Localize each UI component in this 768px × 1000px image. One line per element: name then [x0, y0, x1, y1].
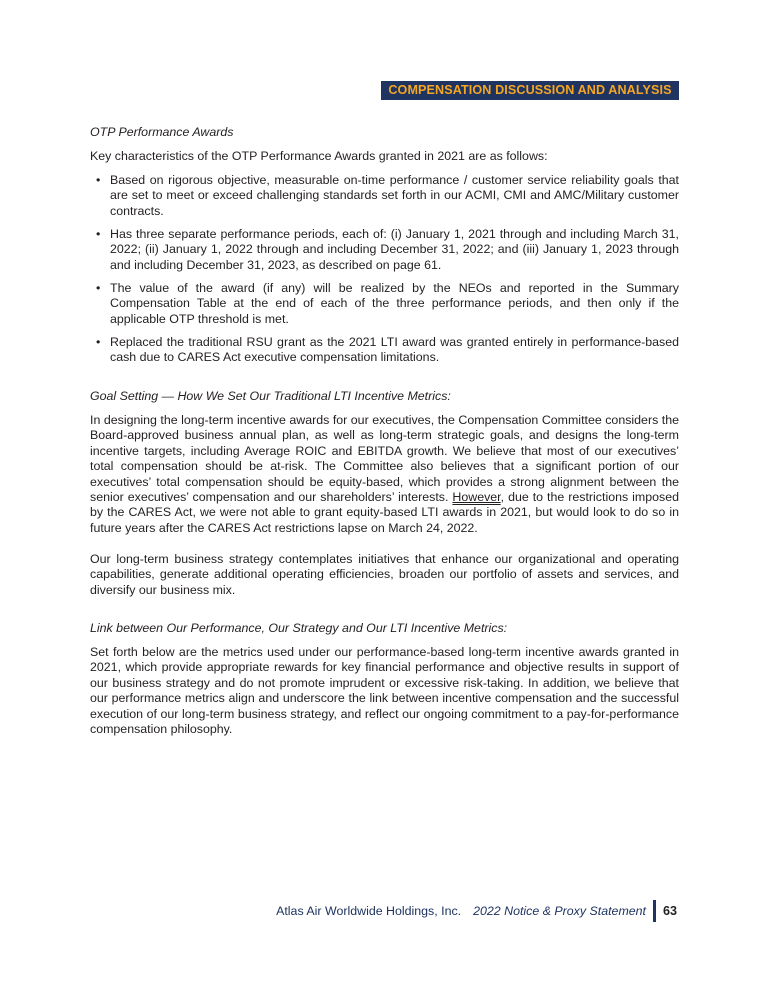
- footer-publication: 2022 Notice & Proxy Statement: [473, 904, 646, 918]
- footer: [276, 904, 646, 918]
- strategy-paragraph: Our long-term business strategy contemplates initiatives that enhance our organizational and operating capabilities, generate additional operating efficiencies, broaden our portfolio of assets and services, and diversify our business mix.: [90, 552, 679, 597]
- link-paragraph: Set forth below are the metrics used under our performance-based long-term incentive awards granted in 2021, which provide appropriate rewards for key financial performance and objective results in support of our business strategy and do not promote imprudent or excessive risk-taking. In addition, we believe that our performance metrics align and underscore the link between incentive compensation and the successful execution of our long-term business strategy, and reflect our ongoing commitment to a pay-for-performance compensation philosophy.: [90, 645, 679, 737]
- bullet-item: [96, 335, 679, 366]
- otp-heading: OTP Performance Awards: [90, 125, 234, 139]
- goal-setting-heading: Goal Setting — How We Set Our Traditional LTI Incentive Metrics:: [90, 389, 451, 403]
- bullet-item: [96, 281, 679, 327]
- bullet-text: Replaced the traditional RSU grant as the 2021 LTI award was granted entirely in performance-based cash due to CARES Act executive compensation limitations.: [110, 335, 679, 365]
- however-link[interactable]: However: [452, 490, 501, 505]
- paragraph-text: In designing the long-term incentive awards for our executives, the Compensation Committee considers the Board-approved business annual plan, as well as long-term strategic goals, and designs the long-term incentive targets, including Average ROIC and EBITDA growth. We believe that most of our executives’ total compensation should be at-risk. The Committee also believes that a significant portion of our executives’ total compensation should be equity-based, which provides a strong alignment between the senior executives’ compensation and our shareholders’ interests.: [90, 413, 679, 505]
- bullet-text: Has three separate performance periods, each of: (i) January 1, 2021 through and including March 31, 2022; (ii) January 1, 2022 through and including December 31, 2022; and (iii) January 1, 2023 through and including December 31, 2023, as described on page 61.: [110, 227, 679, 272]
- paragraph-text: , due to the restrictions imposed by the CARES Act, we were not able to grant equity-based LTI awards in 2021, but would look to do so in future years after the CARES Act restrictions lapse on March 24, 2022.: [90, 490, 679, 535]
- bullet-text: The value of the award (if any) will be realized by the NEOs and reported in the Summary Compensation Table at the end of each of the three performance periods, and then only if the applicable OTP threshold is met.: [110, 281, 679, 326]
- footer-divider: [653, 900, 656, 922]
- otp-intro: Key characteristics of the OTP Performance Awards granted in 2021 are as follows:: [90, 149, 548, 163]
- bullet-icon: •: [96, 173, 101, 187]
- footer-company: Atlas Air Worldwide Holdings, Inc.: [276, 904, 462, 918]
- link-heading: Link between Our Performance, Our Strategy and Our LTI Incentive Metrics:: [90, 621, 508, 635]
- section-header-band: COMPENSATION DISCUSSION AND ANALYSIS: [381, 81, 679, 100]
- bullet-text: Based on rigorous objective, measurable on-time performance / customer service reliability goals that are set to meet or exceed challenging standards set forth in our ACMI, CMI and AMC/Military customer contracts.: [110, 173, 679, 218]
- bullet-icon: •: [96, 281, 101, 295]
- bullet-item: [96, 173, 679, 219]
- goal-setting-paragraph: [90, 413, 679, 536]
- bullet-icon: •: [96, 227, 101, 241]
- page-number: 63: [663, 904, 678, 918]
- bullet-icon: •: [96, 335, 101, 349]
- bullet-item: [96, 227, 679, 273]
